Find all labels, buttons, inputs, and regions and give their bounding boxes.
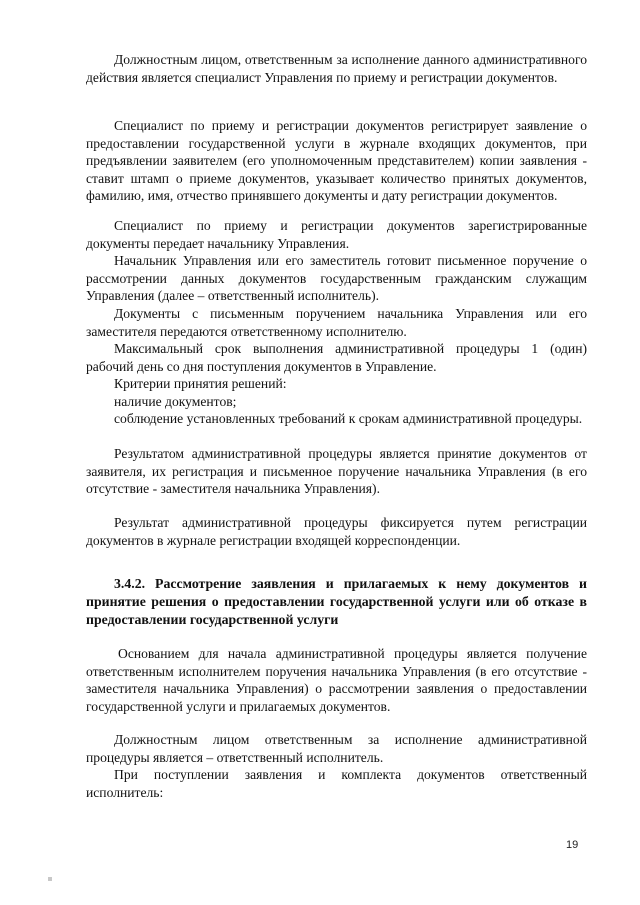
paragraph-registration: Специалист по приему и регистрации документов регистрирует заявление о предоставлении государственной услуги в журнале входящих документов, при предъявлении заявителем (его уполномоченным представителем) копии заявления - ставит штамп о приеме документов, указывает количество принятых документов, фамилию, имя, отчество принявшего документы и дату регистрации документов. (86, 118, 587, 204)
paragraph-transfer: Специалист по приему и регистрации документов зарегистрированные документы передает начальнику Управления. (86, 218, 587, 251)
paragraph-basis: Основанием для начала административной процедуры является получение ответственным исполнителем поручения начальника Управления (в его отсутствие - заместителя начальника Управления) о рассмотрении заявления о предоставлении государственной услуги и прилагаемых документов. (86, 646, 587, 714)
paragraph-max-term: Максимальный срок выполнения административной процедуры 1 (один) рабочий день со дня поступления документов в Управление. (86, 341, 587, 374)
section-heading: 3.4.2. Рассмотрение заявления и прилагаемых к нему документов и принятие решения о предоставлении государственной услуги или об отказе в предоставлении государственной услуги (86, 576, 587, 627)
paragraph-responsible-person: Должностным лицом, ответственным за исполнение данного административного действия является специалист Управления по приему и регистрации документов. (86, 52, 587, 85)
page-number: 19 (566, 839, 579, 851)
paragraph-responsible-executor: Должностным лицом ответственным за исполнение административной процедуры является – ответственный исполнитель. (86, 732, 587, 765)
paragraph-head-instruction: Начальник Управления или его заместитель готовит письменное поручение о рассмотрении данных документов государственным гражданским служащим Управления (далее – ответственный исполнитель). (86, 253, 587, 304)
paragraph-criteria: Критерии принятия решений: (114, 376, 287, 391)
paragraph-documents-handover: Документы с письменным поручением начальника Управления или его заместителя передаются ответственному исполнителю. (86, 306, 587, 339)
paragraph-criteria-item-2: соблюдение установленных требований к срокам административной процедуры. (114, 411, 583, 426)
paragraph-result: Результатом административной процедуры является принятие документов от заявителя, их регистрация и письменное поручение начальника Управления (в его отсутствие - заместителя начальника Управления). (86, 446, 587, 497)
paragraph-on-receipt: При поступлении заявления и комплекта документов ответственный исполнитель: (86, 767, 587, 800)
paragraph-result-fixation: Результат административной процедуры фиксируется путем регистрации документов в журнале регистрации входящей корреспонденции. (86, 515, 587, 548)
paragraph-criteria-item-1: наличие документов; (114, 394, 237, 409)
scan-mark (48, 877, 52, 881)
